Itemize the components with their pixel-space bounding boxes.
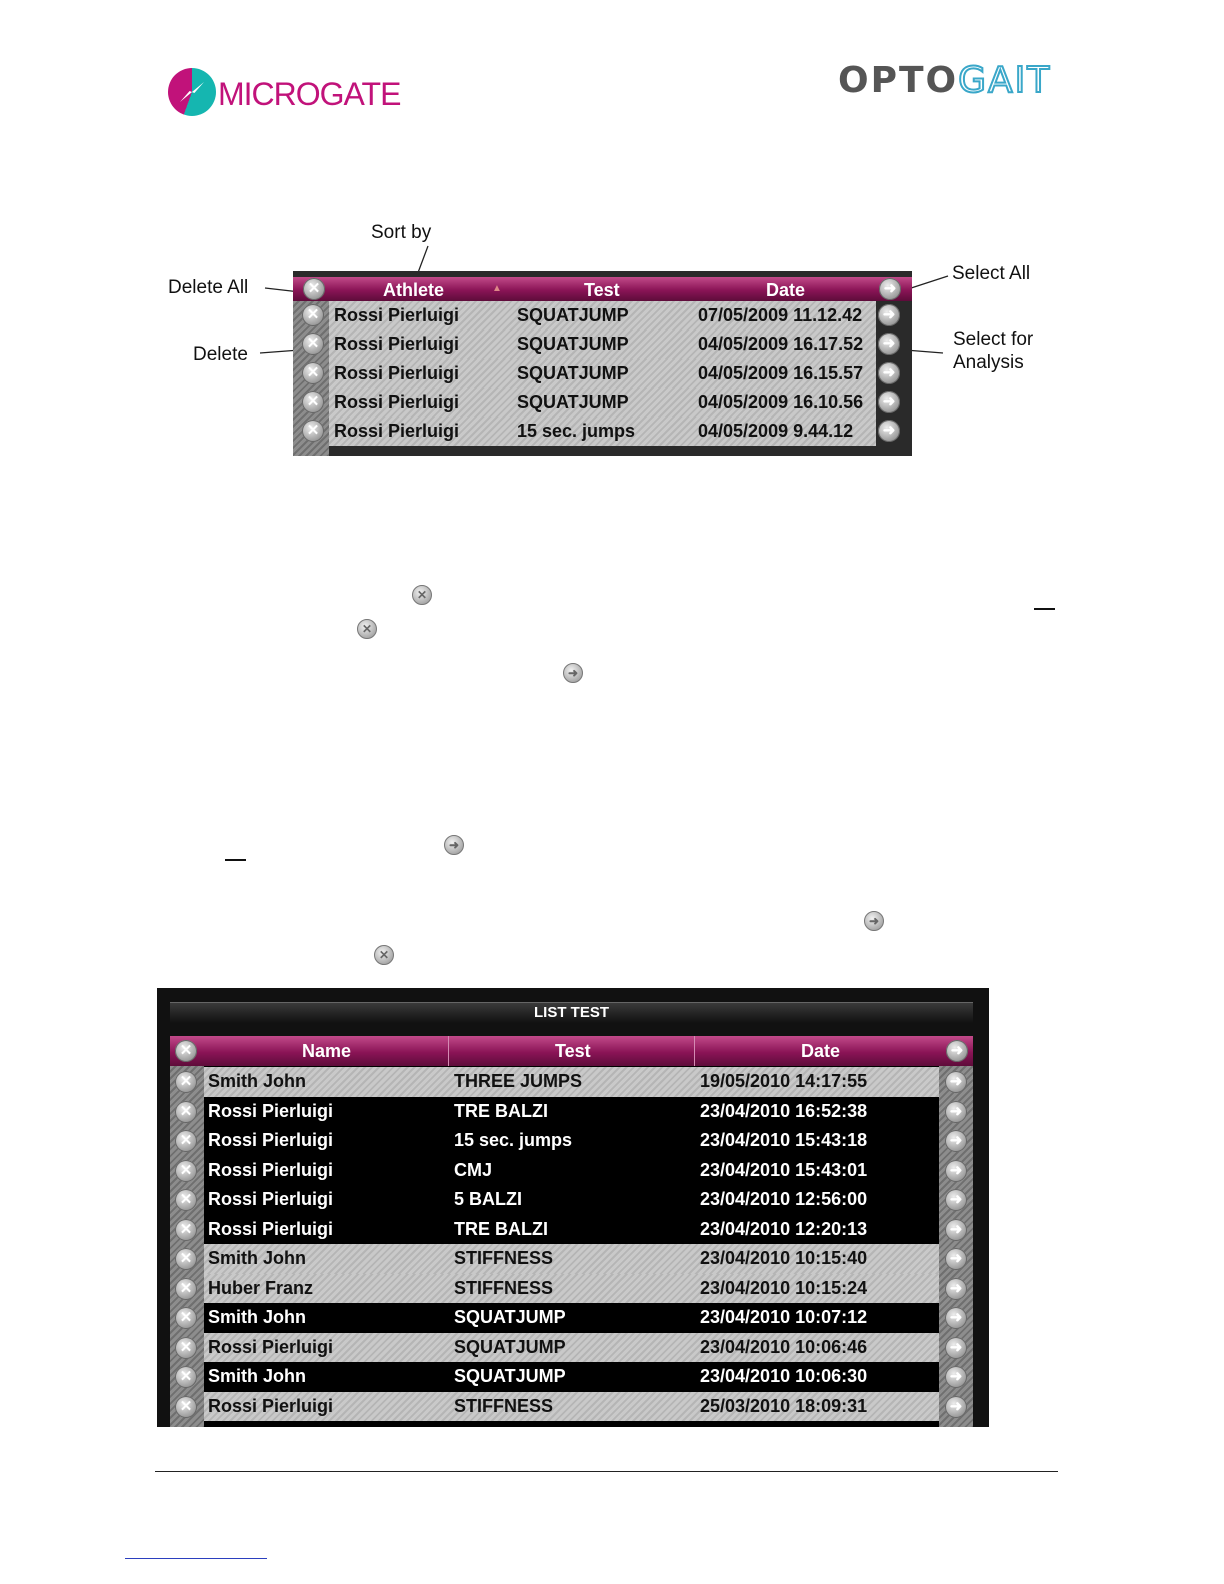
header-name[interactable]: Name [302, 1041, 352, 1061]
cell-date: 04/05/2009 9.44.12 [698, 421, 854, 441]
select-all-button[interactable]: ➜ [946, 1040, 968, 1062]
cell-name: Smith John [208, 1071, 306, 1091]
cell-test: THREE JUMPS [454, 1071, 583, 1091]
table-row[interactable] [204, 1126, 939, 1156]
microgate-wordmark: MICROGATE [218, 76, 401, 112]
cell-test: SQUATJUMP [517, 334, 629, 354]
header-test[interactable]: Test [555, 1041, 591, 1061]
table-row[interactable] [329, 330, 876, 359]
cell-date: 25/03/2010 18:09:31 [700, 1395, 868, 1416]
cell-test: SQUATJUMP [454, 1336, 566, 1357]
cell-test: CMJ [454, 1159, 493, 1180]
select-row-button[interactable]: ➜ [878, 391, 900, 413]
cell-athlete: Rossi Pierluigi [334, 392, 460, 412]
cell-date: 04/05/2009 16.10.56 [698, 392, 864, 412]
cell-test: STIFFNESS [454, 1277, 554, 1298]
header-test[interactable]: Test [584, 280, 620, 300]
cell-date: 23/04/2010 12:56:00 [700, 1189, 868, 1209]
cell-test: SQUATJUMP [517, 392, 629, 412]
close-circle-icon: ✕ [412, 585, 432, 605]
cell-date: 23/04/2010 10:07:12 [700, 1307, 868, 1327]
table-row[interactable] [204, 1097, 939, 1127]
cell-test: SQUATJUMP [454, 1307, 566, 1327]
delete-row-button[interactable]: ✕ [175, 1071, 197, 1093]
footer-rule [155, 1471, 1058, 1472]
select-row-button[interactable]: ➜ [945, 1307, 967, 1329]
cell-name: Smith John [208, 1248, 306, 1268]
arrow-right-circle-icon: ➜ [563, 663, 583, 683]
delete-row-button[interactable]: ✕ [175, 1278, 197, 1300]
select-row-button[interactable]: ➜ [878, 333, 900, 355]
delete-all-button[interactable]: ✕ [175, 1040, 197, 1062]
select-row-button[interactable]: ➜ [945, 1160, 967, 1182]
table-row[interactable] [204, 1274, 939, 1304]
cell-test: STIFFNESS [454, 1395, 554, 1416]
delete-row-button[interactable]: ✕ [175, 1307, 197, 1329]
table-row[interactable] [204, 1215, 939, 1245]
delete-row-button[interactable]: ✕ [175, 1248, 197, 1270]
cell-name: Huber Franz [208, 1277, 314, 1298]
table-row[interactable] [204, 1392, 939, 1422]
cell-date: 19/05/2010 14:17:55 [700, 1071, 868, 1091]
select-row-button[interactable]: ➜ [945, 1396, 967, 1418]
cell-name: Rossi Pierluigi [208, 1130, 334, 1150]
select-row-button[interactable]: ➜ [945, 1366, 967, 1388]
table-row[interactable] [204, 1333, 939, 1363]
cell-athlete: Rossi Pierluigi [334, 305, 460, 325]
footer-link-underline [125, 1558, 267, 1559]
header-date[interactable]: Date [766, 280, 806, 300]
delete-row-button[interactable]: ✕ [175, 1189, 197, 1211]
select-all-button[interactable]: ➜ [879, 278, 901, 300]
header-divider [694, 1036, 695, 1066]
select-row-button[interactable]: ➜ [945, 1337, 967, 1359]
cell-test: TRE BALZI [454, 1218, 548, 1239]
select-row-button[interactable]: ➜ [945, 1130, 967, 1152]
window-title: LIST TEST [170, 1002, 973, 1023]
select-row-button[interactable]: ➜ [945, 1071, 967, 1093]
table-row[interactable] [204, 1244, 939, 1274]
header-date[interactable]: Date [801, 1041, 841, 1061]
header-athlete[interactable]: Athlete [383, 280, 445, 300]
cell-date: 23/04/2010 15:43:01 [700, 1159, 868, 1180]
cell-test: TRE BALZI [454, 1100, 548, 1121]
callout-select-for-analysis-line1: Select for [953, 329, 1034, 350]
select-row-button[interactable]: ➜ [878, 420, 900, 442]
test-list-small [293, 271, 912, 456]
cell-date: 23/04/2010 12:20:13 [700, 1218, 868, 1239]
delete-row-button[interactable]: ✕ [302, 304, 324, 326]
cell-date: 23/04/2010 10:06:30 [700, 1366, 868, 1386]
cell-test: 15 sec. jumps [517, 421, 636, 441]
select-row-button[interactable]: ➜ [945, 1248, 967, 1270]
delete-row-button[interactable]: ✕ [302, 391, 324, 413]
delete-row-button[interactable]: ✕ [302, 362, 324, 384]
arrow-right-circle-icon: ➜ [864, 911, 884, 931]
cell-athlete: Rossi Pierluigi [334, 421, 460, 441]
cell-date: 07/05/2009 11.12.42 [698, 305, 863, 325]
arrow-right-circle-icon: ➜ [444, 835, 464, 855]
table-row[interactable] [329, 301, 876, 330]
table-row[interactable] [204, 1362, 939, 1392]
cell-date: 23/04/2010 16:52:38 [700, 1100, 868, 1121]
table-row[interactable] [204, 1303, 939, 1333]
table-row[interactable] [329, 417, 876, 446]
cell-test: SQUATJUMP [454, 1366, 566, 1386]
cell-name: Rossi Pierluigi [208, 1336, 334, 1357]
cell-name: Rossi Pierluigi [208, 1189, 334, 1209]
select-row-button[interactable]: ➜ [878, 304, 900, 326]
cell-name: Rossi Pierluigi [208, 1159, 334, 1180]
delete-row-button[interactable]: ✕ [175, 1219, 197, 1241]
table-row[interactable] [329, 359, 876, 388]
table-header [293, 277, 912, 301]
callout-select-all: Select All [952, 263, 1031, 284]
underscore-mark [225, 859, 246, 861]
header-divider [448, 1036, 449, 1066]
cell-test: STIFFNESS [454, 1248, 554, 1268]
cell-athlete: Rossi Pierluigi [334, 334, 460, 354]
close-circle-icon: ✕ [357, 619, 377, 639]
delete-row-button[interactable]: ✕ [175, 1101, 197, 1123]
cell-test: SQUATJUMP [517, 305, 629, 325]
select-row-button[interactable]: ➜ [878, 362, 900, 384]
select-row-button[interactable]: ➜ [945, 1189, 967, 1211]
table-row[interactable] [329, 388, 876, 417]
cell-name: Rossi Pierluigi [208, 1395, 334, 1416]
delete-row-button[interactable]: ✕ [175, 1396, 197, 1418]
cell-test: SQUATJUMP [517, 363, 629, 383]
sort-triangle-icon: ▲ [492, 283, 502, 294]
table-row[interactable] [204, 1185, 939, 1215]
delete-row-button[interactable]: ✕ [302, 420, 324, 442]
cell-athlete: Rossi Pierluigi [334, 363, 460, 383]
close-circle-icon: ✕ [374, 945, 394, 965]
delete-all-button[interactable]: ✕ [303, 278, 325, 300]
delete-row-button[interactable]: ✕ [175, 1337, 197, 1359]
delete-row-button[interactable]: ✕ [175, 1130, 197, 1152]
delete-row-button[interactable]: ✕ [175, 1366, 197, 1388]
cell-date: 23/04/2010 15:43:18 [700, 1130, 868, 1150]
cell-test: 15 sec. jumps [454, 1130, 573, 1150]
callout-select-for-analysis-line2: Analysis [953, 352, 1024, 373]
select-row-button[interactable]: ➜ [945, 1101, 967, 1123]
delete-row-button[interactable]: ✕ [302, 333, 324, 355]
cell-date: 23/04/2010 10:15:24 [700, 1277, 868, 1298]
cell-test: 5 BALZI [454, 1189, 523, 1209]
callout-delete-all: Delete All [168, 277, 249, 298]
select-row-button[interactable]: ➜ [945, 1219, 967, 1241]
table-row[interactable] [204, 1067, 939, 1097]
table-header [170, 1036, 973, 1066]
callout-delete: Delete [193, 344, 248, 365]
optogait-wordmark-left: OPTO [838, 60, 959, 101]
callout-sort-by: Sort by [371, 222, 432, 243]
cell-name: Rossi Pierluigi [208, 1218, 334, 1239]
cell-date: 23/04/2010 10:06:46 [700, 1336, 868, 1357]
select-row-button[interactable]: ➜ [945, 1278, 967, 1300]
optogait-wordmark-right: GAIT [958, 60, 1052, 101]
cell-date: 04/05/2009 16.15.57 [698, 363, 864, 383]
list-test-window [157, 988, 989, 1427]
list-grid [170, 1036, 973, 1427]
underscore-mark [1034, 608, 1055, 610]
cell-date: 04/05/2009 16.17.52 [698, 334, 864, 354]
cell-date: 23/04/2010 10:15:40 [700, 1248, 868, 1268]
table-row[interactable] [204, 1156, 939, 1186]
cell-name: Smith John [208, 1366, 306, 1386]
cell-name: Rossi Pierluigi [208, 1100, 334, 1121]
cell-name: Smith John [208, 1307, 306, 1327]
delete-row-button[interactable]: ✕ [175, 1160, 197, 1182]
